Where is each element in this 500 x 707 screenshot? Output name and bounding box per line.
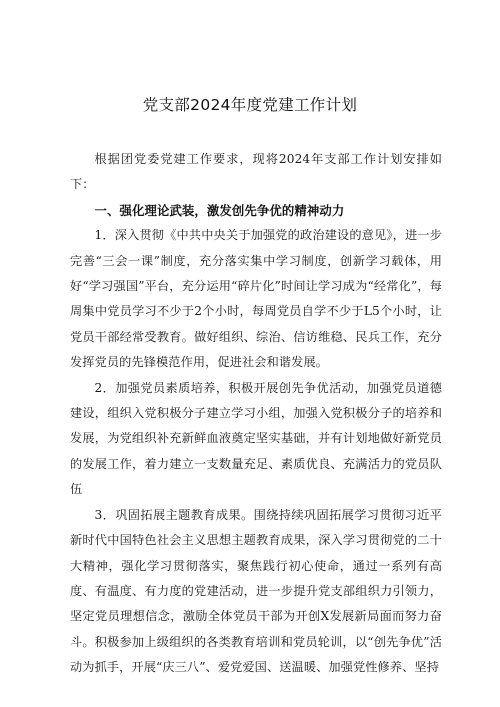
document-title: 党支部2024年度党建工作计划 xyxy=(142,96,358,114)
paragraph-item-3: 3．巩固拓展主题教育成果。围绕持续巩固拓展学习贯彻习近平新时代中国特色社会主义思想主题教育成果，深入学习贯彻党的二十大精神，强化学习贯彻落实，聚焦践行初心使命，通过一系列有高度、有温度、有力度的党建活动，进一步提升党支部组织力引领力，坚定党员理想信念，激励全体党员干部为开创X发展新局面而努力奋斗。积极参加上级组织的各类教育培训和党员轮训，以“创先争优”活动为抓手，开展“庆三八”、爱党爱国、送温暖、加强党性修养、坚持 xyxy=(70,507,442,675)
document-body xyxy=(70,147,442,681)
intro-paragraph: 根据团党委党建工作要求，现将2024年支部工作计划安排如下： xyxy=(70,152,442,192)
paragraph-item-2: 2．加强党员素质培养，积极开展创先争优活动，加强党员道德建设，组织入党积极分子建立学习小组，加强入党积极分子的培养和发展，为党组织补充新鲜血液奠定坚实基础，并有计划地做好新党员的发展工作，着力建立一支数量充足、素质优良、充满活力的党员队伍 xyxy=(70,380,442,497)
paragraph-item-1: 1．深入贯彻《中共中央关于加强党的政治建设的意见》，进一步完善“三会一课”制度，充分落实集中学习制度，创新学习载体，用好“学习强国”平台，充分运用“碎片化”时间让学习成为“经常化”，每周集中党员学习不少于2个小时，每周党员自学不少于L5个小时，让党员干部经常受教育。做好组织、综治、信访维稳、民兵工作，充分发挥党员的先锋模范作用，促进社会和谐发展。 xyxy=(70,228,442,370)
section-heading: 一、强化理论武装，激发创先争优的精神动力 xyxy=(94,202,345,218)
